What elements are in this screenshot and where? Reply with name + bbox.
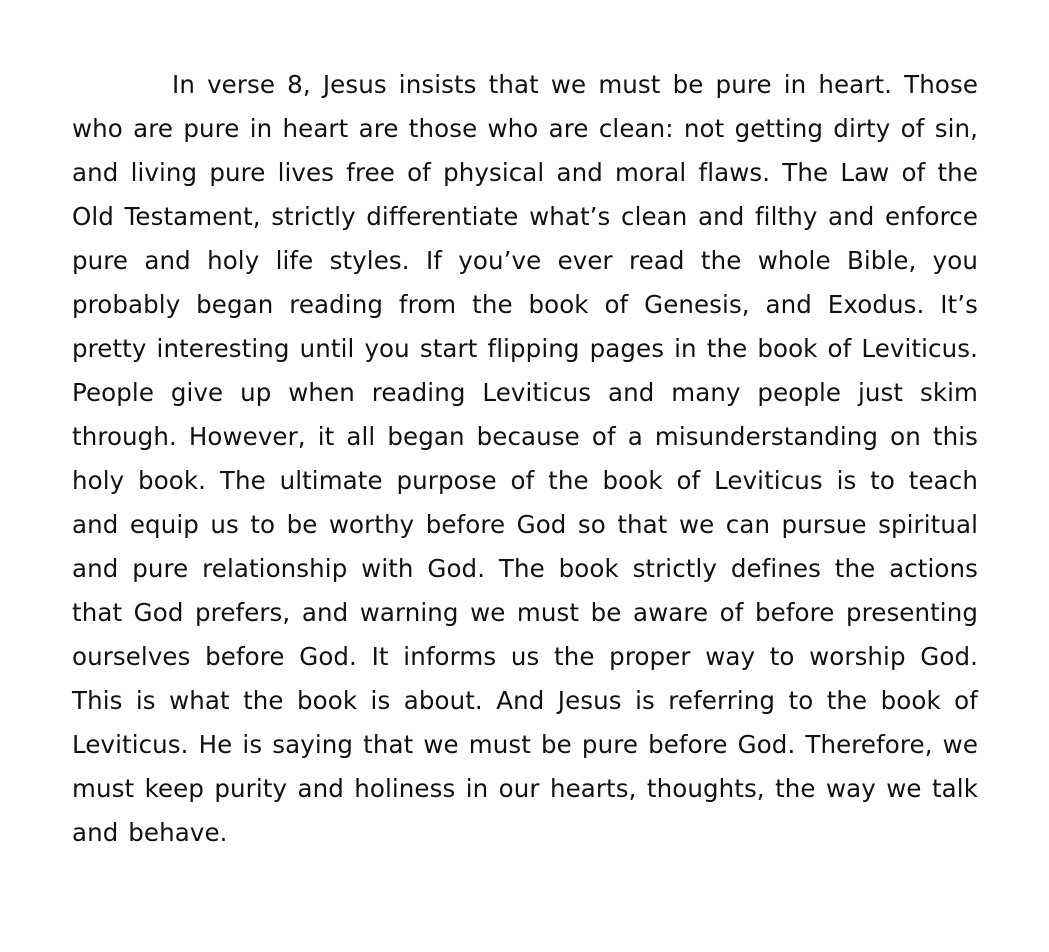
body-paragraph: In verse 8, Jesus insists that we must be pure in heart. Those who are pure in heart are those who are clean: not getting dirty of sin, and living pure lives free of physical and moral flaws. The Law of the Old Testament, strictly differentiate what’s clean and filthy and enforce pure and holy life styles. If you’ve ever read the whole Bible, you probably began reading from the book of Genesis, and Exodus. It’s pretty interesting until you start flipping pages in the book of Leviticus. People give up when reading Leviticus and many people just skim through. However, it all began because of a misunderstanding on this holy book. The ultimate purpose of the book of Leviticus is to teach and equip us to be worthy before God so that we can pursue spiritual and pure relationship with God. The book strictly defines the actions that God prefers, and warning we must be aware of before presenting ourselves before God. It informs us the proper way to worship God. This is what the book is about. And Jesus is referring to the book of Leviticus. He is saying that we must be pure before God. Therefore, we must keep purity and holiness in our hearts, thoughts, the way we talk and behave. <box>72 70 978 847</box>
document-page <box>72 63 978 855</box>
